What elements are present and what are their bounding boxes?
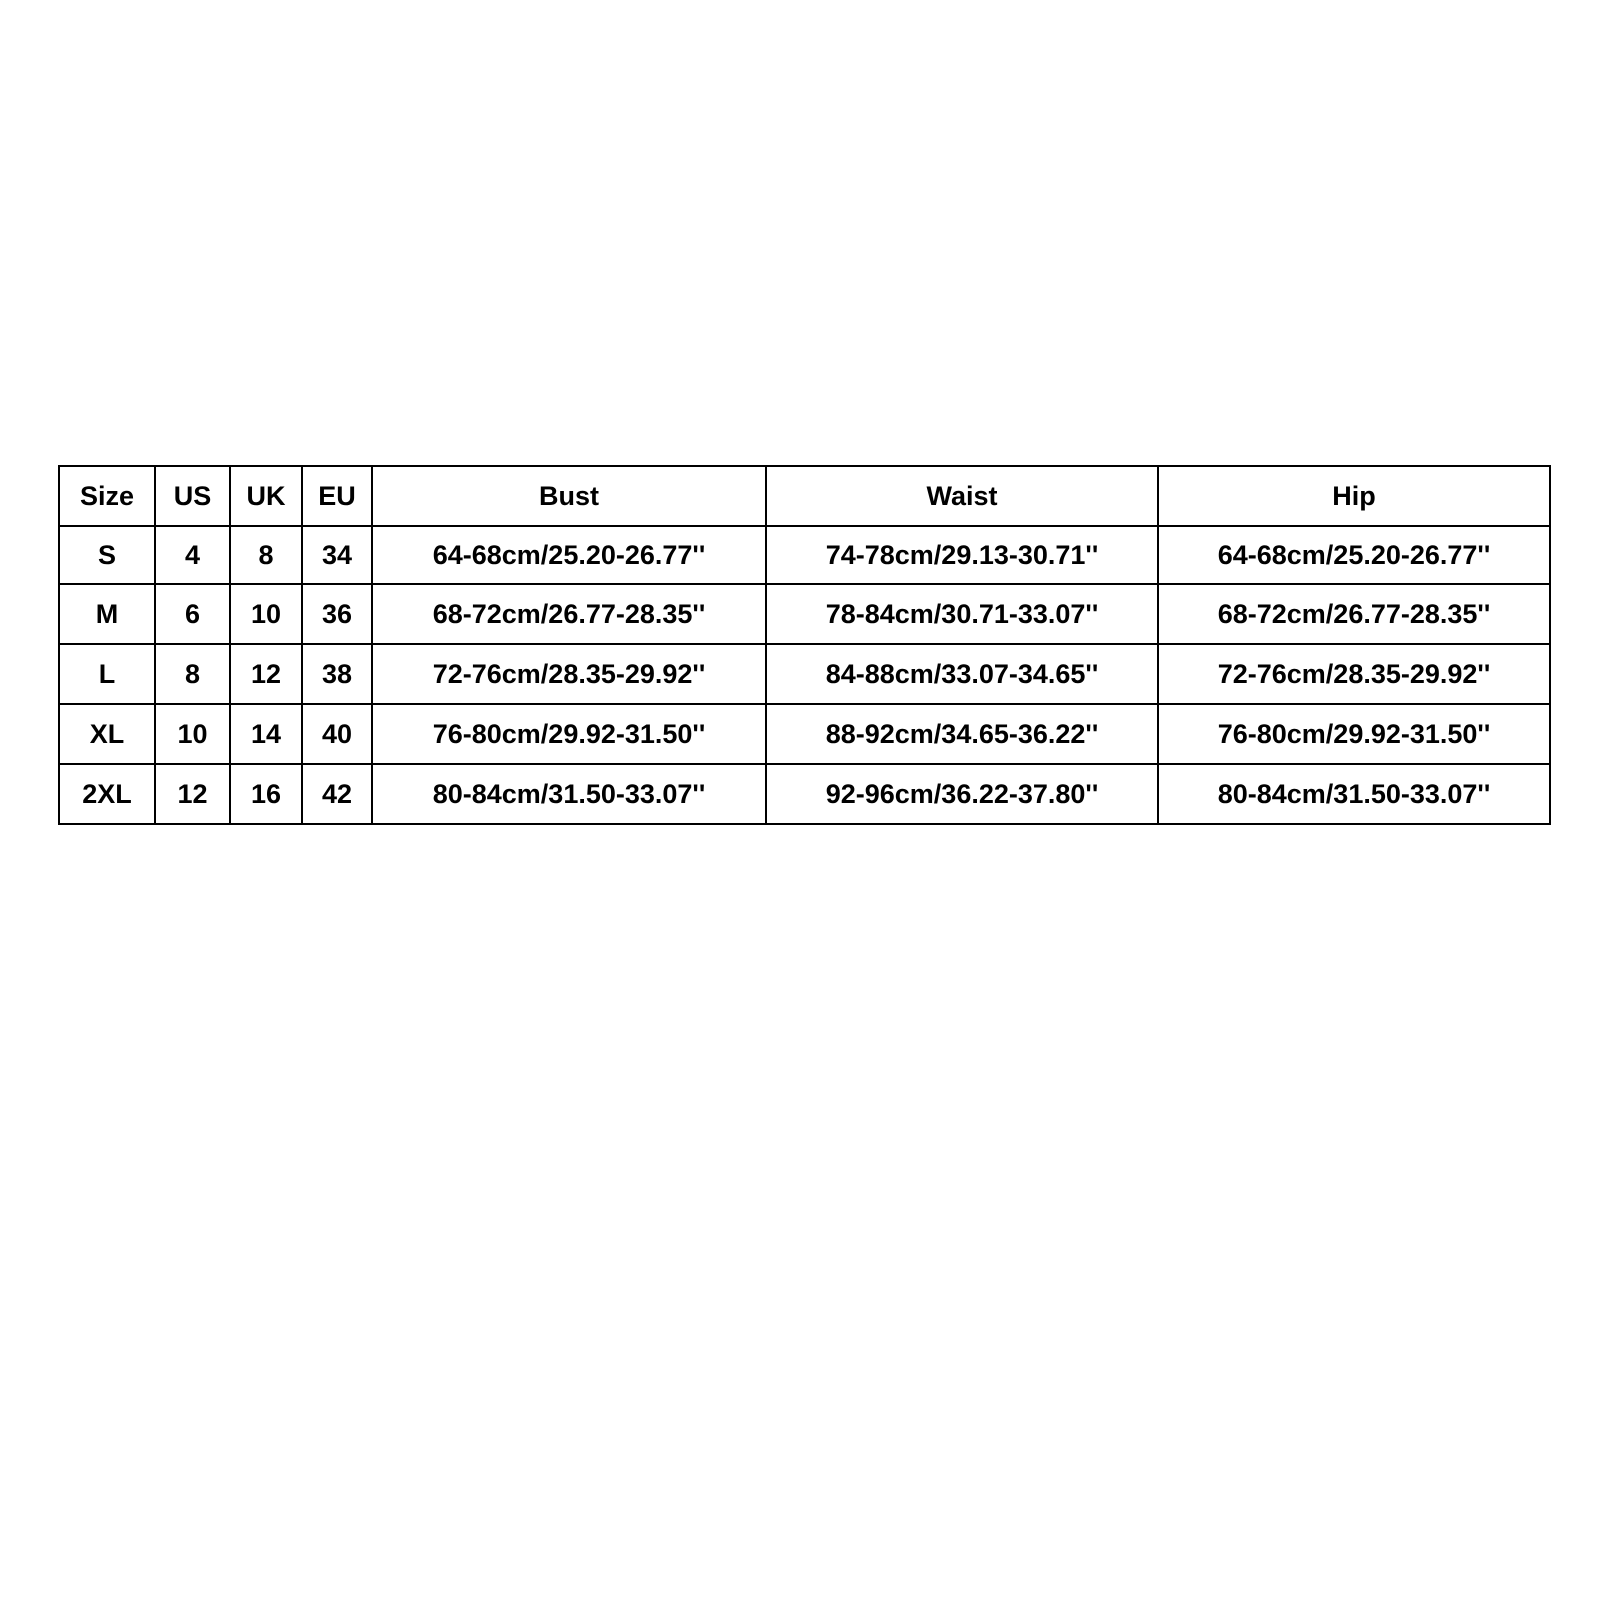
cell-uk: 14 bbox=[230, 704, 302, 764]
cell-eu: 38 bbox=[302, 644, 372, 704]
cell-uk: 8 bbox=[230, 526, 302, 584]
cell-hip: 76-80cm/29.92-31.50'' bbox=[1158, 704, 1550, 764]
table-row bbox=[59, 704, 1550, 764]
cell-us: 12 bbox=[155, 764, 230, 824]
header-eu: EU bbox=[302, 466, 372, 526]
cell-eu: 40 bbox=[302, 704, 372, 764]
header-uk: UK bbox=[230, 466, 302, 526]
header-bust: Bust bbox=[372, 466, 766, 526]
cell-bust: 80-84cm/31.50-33.07'' bbox=[372, 764, 766, 824]
cell-us: 4 bbox=[155, 526, 230, 584]
table-row bbox=[59, 526, 1550, 584]
cell-size: L bbox=[59, 644, 155, 704]
cell-uk: 16 bbox=[230, 764, 302, 824]
cell-waist: 78-84cm/30.71-33.07'' bbox=[766, 584, 1158, 644]
header-hip: Hip bbox=[1158, 466, 1550, 526]
cell-uk: 10 bbox=[230, 584, 302, 644]
cell-bust: 64-68cm/25.20-26.77'' bbox=[372, 526, 766, 584]
cell-size: XL bbox=[59, 704, 155, 764]
cell-waist: 92-96cm/36.22-37.80'' bbox=[766, 764, 1158, 824]
table-row bbox=[59, 584, 1550, 644]
header-row bbox=[59, 466, 1550, 526]
cell-size: M bbox=[59, 584, 155, 644]
cell-size: 2XL bbox=[59, 764, 155, 824]
cell-eu: 36 bbox=[302, 584, 372, 644]
cell-eu: 34 bbox=[302, 526, 372, 584]
cell-waist: 74-78cm/29.13-30.71'' bbox=[766, 526, 1158, 584]
cell-bust: 68-72cm/26.77-28.35'' bbox=[372, 584, 766, 644]
cell-eu: 42 bbox=[302, 764, 372, 824]
cell-uk: 12 bbox=[230, 644, 302, 704]
table-row bbox=[59, 644, 1550, 704]
cell-waist: 88-92cm/34.65-36.22'' bbox=[766, 704, 1158, 764]
cell-us: 8 bbox=[155, 644, 230, 704]
cell-waist: 84-88cm/33.07-34.65'' bbox=[766, 644, 1158, 704]
cell-hip: 80-84cm/31.50-33.07'' bbox=[1158, 764, 1550, 824]
cell-us: 10 bbox=[155, 704, 230, 764]
cell-bust: 72-76cm/28.35-29.92'' bbox=[372, 644, 766, 704]
cell-size: S bbox=[59, 526, 155, 584]
cell-hip: 64-68cm/25.20-26.77'' bbox=[1158, 526, 1550, 584]
table-row bbox=[59, 764, 1550, 824]
cell-bust: 76-80cm/29.92-31.50'' bbox=[372, 704, 766, 764]
cell-us: 6 bbox=[155, 584, 230, 644]
cell-hip: 72-76cm/28.35-29.92'' bbox=[1158, 644, 1550, 704]
header-waist: Waist bbox=[766, 466, 1158, 526]
header-us: US bbox=[155, 466, 230, 526]
cell-hip: 68-72cm/26.77-28.35'' bbox=[1158, 584, 1550, 644]
size-chart-table bbox=[58, 465, 1551, 825]
header-size: Size bbox=[59, 466, 155, 526]
